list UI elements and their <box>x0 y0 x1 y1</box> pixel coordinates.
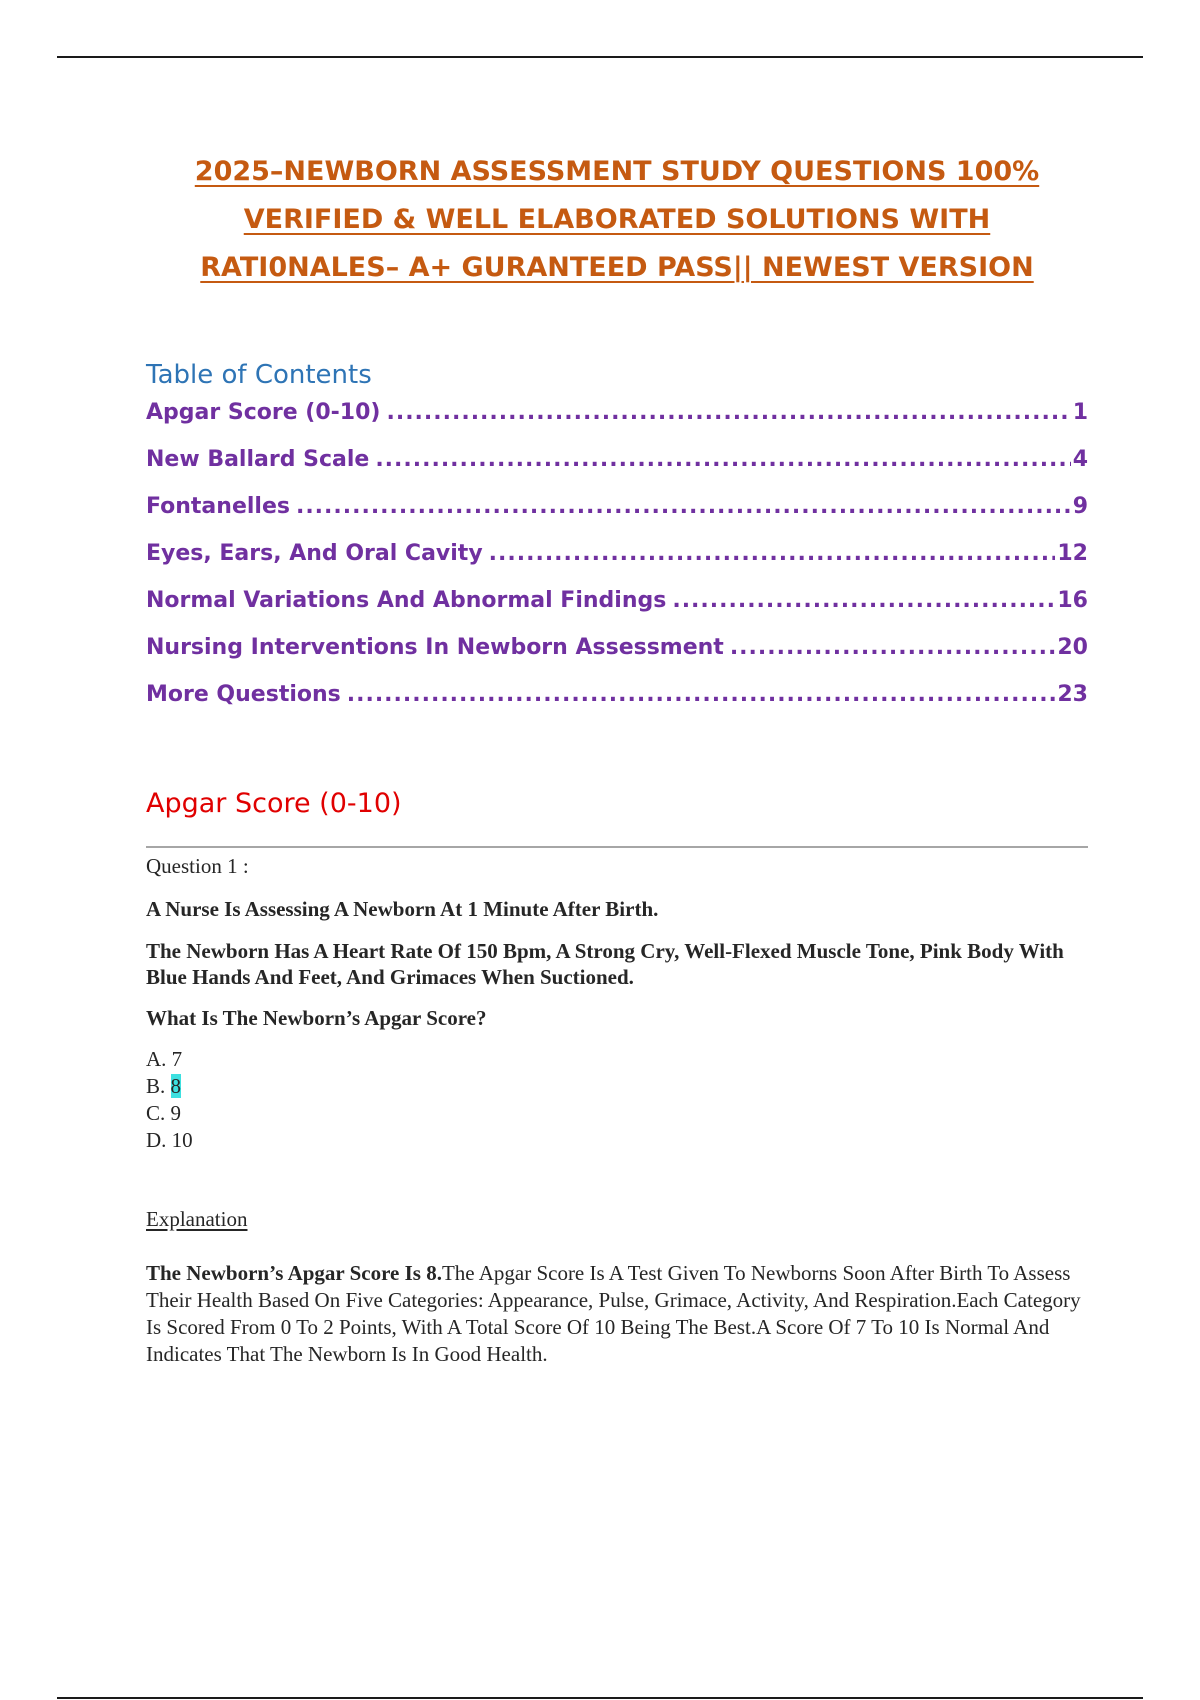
option-value: 7 <box>171 1047 183 1071</box>
explanation-label: Explanation <box>146 1207 248 1231</box>
toc-entry-page: 12 <box>1057 541 1088 566</box>
question-stem-1: A Nurse Is Assessing A Newborn At 1 Minute After Birth. <box>146 897 659 921</box>
toc-entry-more-questions[interactable] <box>146 682 1088 729</box>
section-divider <box>146 846 1088 848</box>
toc-leader-dots <box>347 682 1056 707</box>
option-value: 9 <box>170 1101 182 1125</box>
answer-options <box>146 1046 193 1154</box>
toc-leader-dots <box>489 541 1056 566</box>
question-prompt: What Is The Newborn’s Apgar Score? <box>146 1006 487 1030</box>
toc-heading: Table of Contents <box>146 360 372 390</box>
document-title <box>145 148 1089 292</box>
explanation-answer: The Newborn’s Apgar Score Is 8. <box>146 1261 442 1285</box>
footer-rule <box>57 1697 1143 1699</box>
option-b[interactable] <box>146 1073 193 1100</box>
toc-entry-page: 9 <box>1072 494 1088 519</box>
toc-entry-page: 20 <box>1057 635 1088 660</box>
question-stem-2: The Newborn Has A Heart Rate Of 150 Bpm, A Strong Cry, Well-Flexed Muscle Tone, Pink Body With Blue Hands And Feet, And Grimaces When Suctioned. <box>146 939 1064 989</box>
option-value: 10 <box>171 1128 193 1152</box>
toc-entry-label: More Questions <box>146 682 341 707</box>
section-heading: Apgar Score (0-10) <box>146 788 402 819</box>
toc-entry-apgar-score[interactable] <box>146 400 1088 447</box>
toc-leader-dots <box>386 400 1070 425</box>
toc-leader-dots <box>730 635 1056 660</box>
option-letter: C. <box>146 1101 166 1125</box>
option-d[interactable] <box>146 1127 193 1154</box>
toc-entry-normal-variations[interactable] <box>146 588 1088 635</box>
toc-entry-label: Nursing Interventions In Newborn Assessment <box>146 635 724 660</box>
toc-entry-label: Apgar Score (0-10) <box>146 400 381 425</box>
toc-entry-page: 23 <box>1057 682 1088 707</box>
toc-entry-eyes-ears-oral-cavity[interactable] <box>146 541 1088 588</box>
toc-leader-dots <box>375 447 1070 472</box>
explanation-text <box>146 1260 1090 1368</box>
toc-leader-dots <box>672 588 1055 613</box>
option-value-highlighted: 8 <box>170 1074 182 1098</box>
header-rule <box>57 56 1143 58</box>
option-letter: B. <box>146 1074 166 1098</box>
toc-entry-page: 1 <box>1072 400 1088 425</box>
toc-entry-label: New Ballard Scale <box>146 447 370 472</box>
toc-entry-nursing-interventions[interactable] <box>146 635 1088 682</box>
explanation-body: The Apgar Score Is A Test Given To Newborns Soon After Birth To Assess Their Health Based On Five Categories: Appearance, Pulse, Grimace, Activity, And Respiration.Each Category Is Scored From 0 To 2 Points, With A Total Score Of 10 Being The Best.A Score Of 7 To 10 Is Normal And Indicates That The Newborn Is In Good Health. <box>146 1261 1081 1366</box>
option-letter: A. <box>146 1047 167 1071</box>
toc-entry-label: Normal Variations And Abnormal Findings <box>146 588 667 613</box>
title-line-2: VERIFIED & WELL ELABORATED SOLUTIONS WITH <box>243 204 991 235</box>
toc-entry-label: Eyes, Ears, And Oral Cavity <box>146 541 483 566</box>
question-label: Question 1 : <box>146 854 249 878</box>
toc-entry-new-ballard-scale[interactable] <box>146 447 1088 494</box>
title-line-1: 2025–NEWBORN ASSESSMENT STUDY QUESTIONS 100% <box>194 156 1040 187</box>
option-letter: D. <box>146 1128 167 1152</box>
toc-entry-page: 4 <box>1072 447 1088 472</box>
option-c[interactable] <box>146 1100 193 1127</box>
toc-entry-page: 16 <box>1057 588 1088 613</box>
toc-entry-label: Fontanelles <box>146 494 290 519</box>
toc-entry-fontanelles[interactable] <box>146 494 1088 541</box>
title-line-3: RATI0NALES– A+ GURANTEED PASS|| NEWEST VERSION <box>200 252 1034 283</box>
table-of-contents <box>146 400 1088 729</box>
option-a[interactable] <box>146 1046 193 1073</box>
toc-leader-dots <box>296 494 1071 519</box>
